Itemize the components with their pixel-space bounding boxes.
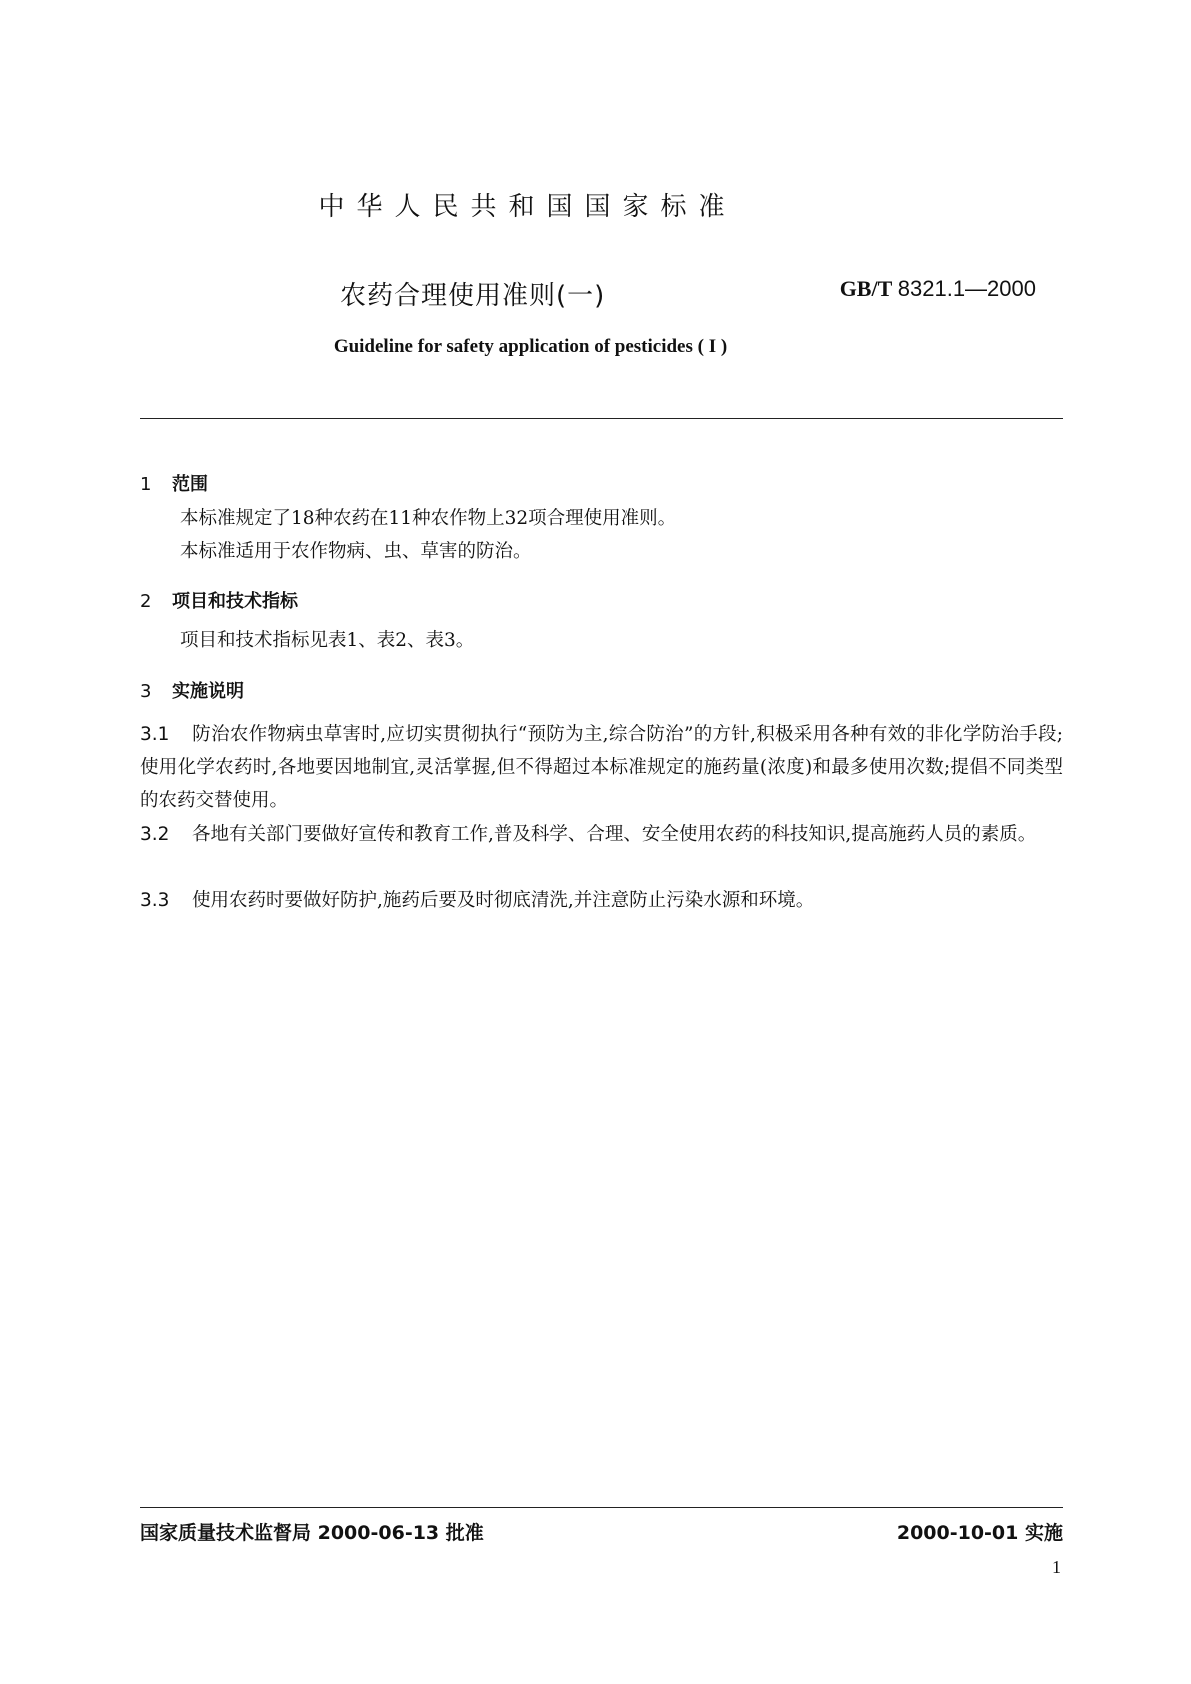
standard-code: 8321.1—2000 xyxy=(897,276,1036,301)
section-number: 2 xyxy=(140,591,152,612)
clause-text: 使用农药时要做好防护,施药后要及时彻底清洗,并注意防止污染水源和环境。 xyxy=(192,890,815,911)
section-number: 3 xyxy=(140,681,152,702)
paragraph: 项目和技术指标见表1、表2、表3。 xyxy=(180,630,475,651)
section-title: 实施说明 xyxy=(172,681,244,702)
clause-3-3 xyxy=(140,884,1063,917)
paragraph: 本标准适用于农作物病、虫、草害的防治。 xyxy=(180,541,532,562)
clause-text: 防治农作物病虫草害时,应切实贯彻执行“预防为主,综合防治”的方针,积极采用各种有效的非化学防治手段;使用化学农药时,各地要因地制宜,灵活掌握,但不得超过本标准规定的施药量(浓度)和最多使用次数;提倡不同类型的农药交替使用。 xyxy=(140,724,1063,811)
page-number: 1 xyxy=(1052,1557,1061,1577)
clause-3-1 xyxy=(140,718,1063,817)
section-title: 项目和技术指标 xyxy=(172,591,298,612)
national-standard-heading: 中华人民共和国国家标准 xyxy=(318,192,737,222)
standard-prefix: GB/T xyxy=(839,276,893,301)
section-title: 范围 xyxy=(172,474,208,495)
english-title: Guideline for safety application of pesticides ( I ) xyxy=(333,336,728,357)
document-title: 农药合理使用准则(一) xyxy=(340,281,606,311)
paragraph: 本标准规定了18种农药在11种农作物上32项合理使用准则。 xyxy=(180,508,677,529)
clause-3-2 xyxy=(140,818,1063,851)
clause-text: 各地有关部门要做好宣传和教育工作,普及科学、合理、安全使用农药的科技知识,提高施药人员的素质。 xyxy=(192,824,1037,845)
approval-info: 国家质量技术监督局 2000-06-13 批准 xyxy=(140,1522,484,1544)
standard-number xyxy=(840,276,1036,302)
header-divider xyxy=(140,418,1063,419)
footer-divider xyxy=(140,1507,1063,1508)
clause-number: 3.3 xyxy=(140,890,170,911)
section-heading-items xyxy=(140,587,298,613)
section-heading-implementation xyxy=(140,677,244,703)
section-number: 1 xyxy=(140,474,152,495)
section-heading-scope xyxy=(140,470,208,496)
implementation-date: 2000-10-01 实施 xyxy=(896,1522,1063,1544)
clause-number: 3.1 xyxy=(140,724,170,745)
clause-number: 3.2 xyxy=(140,824,170,845)
